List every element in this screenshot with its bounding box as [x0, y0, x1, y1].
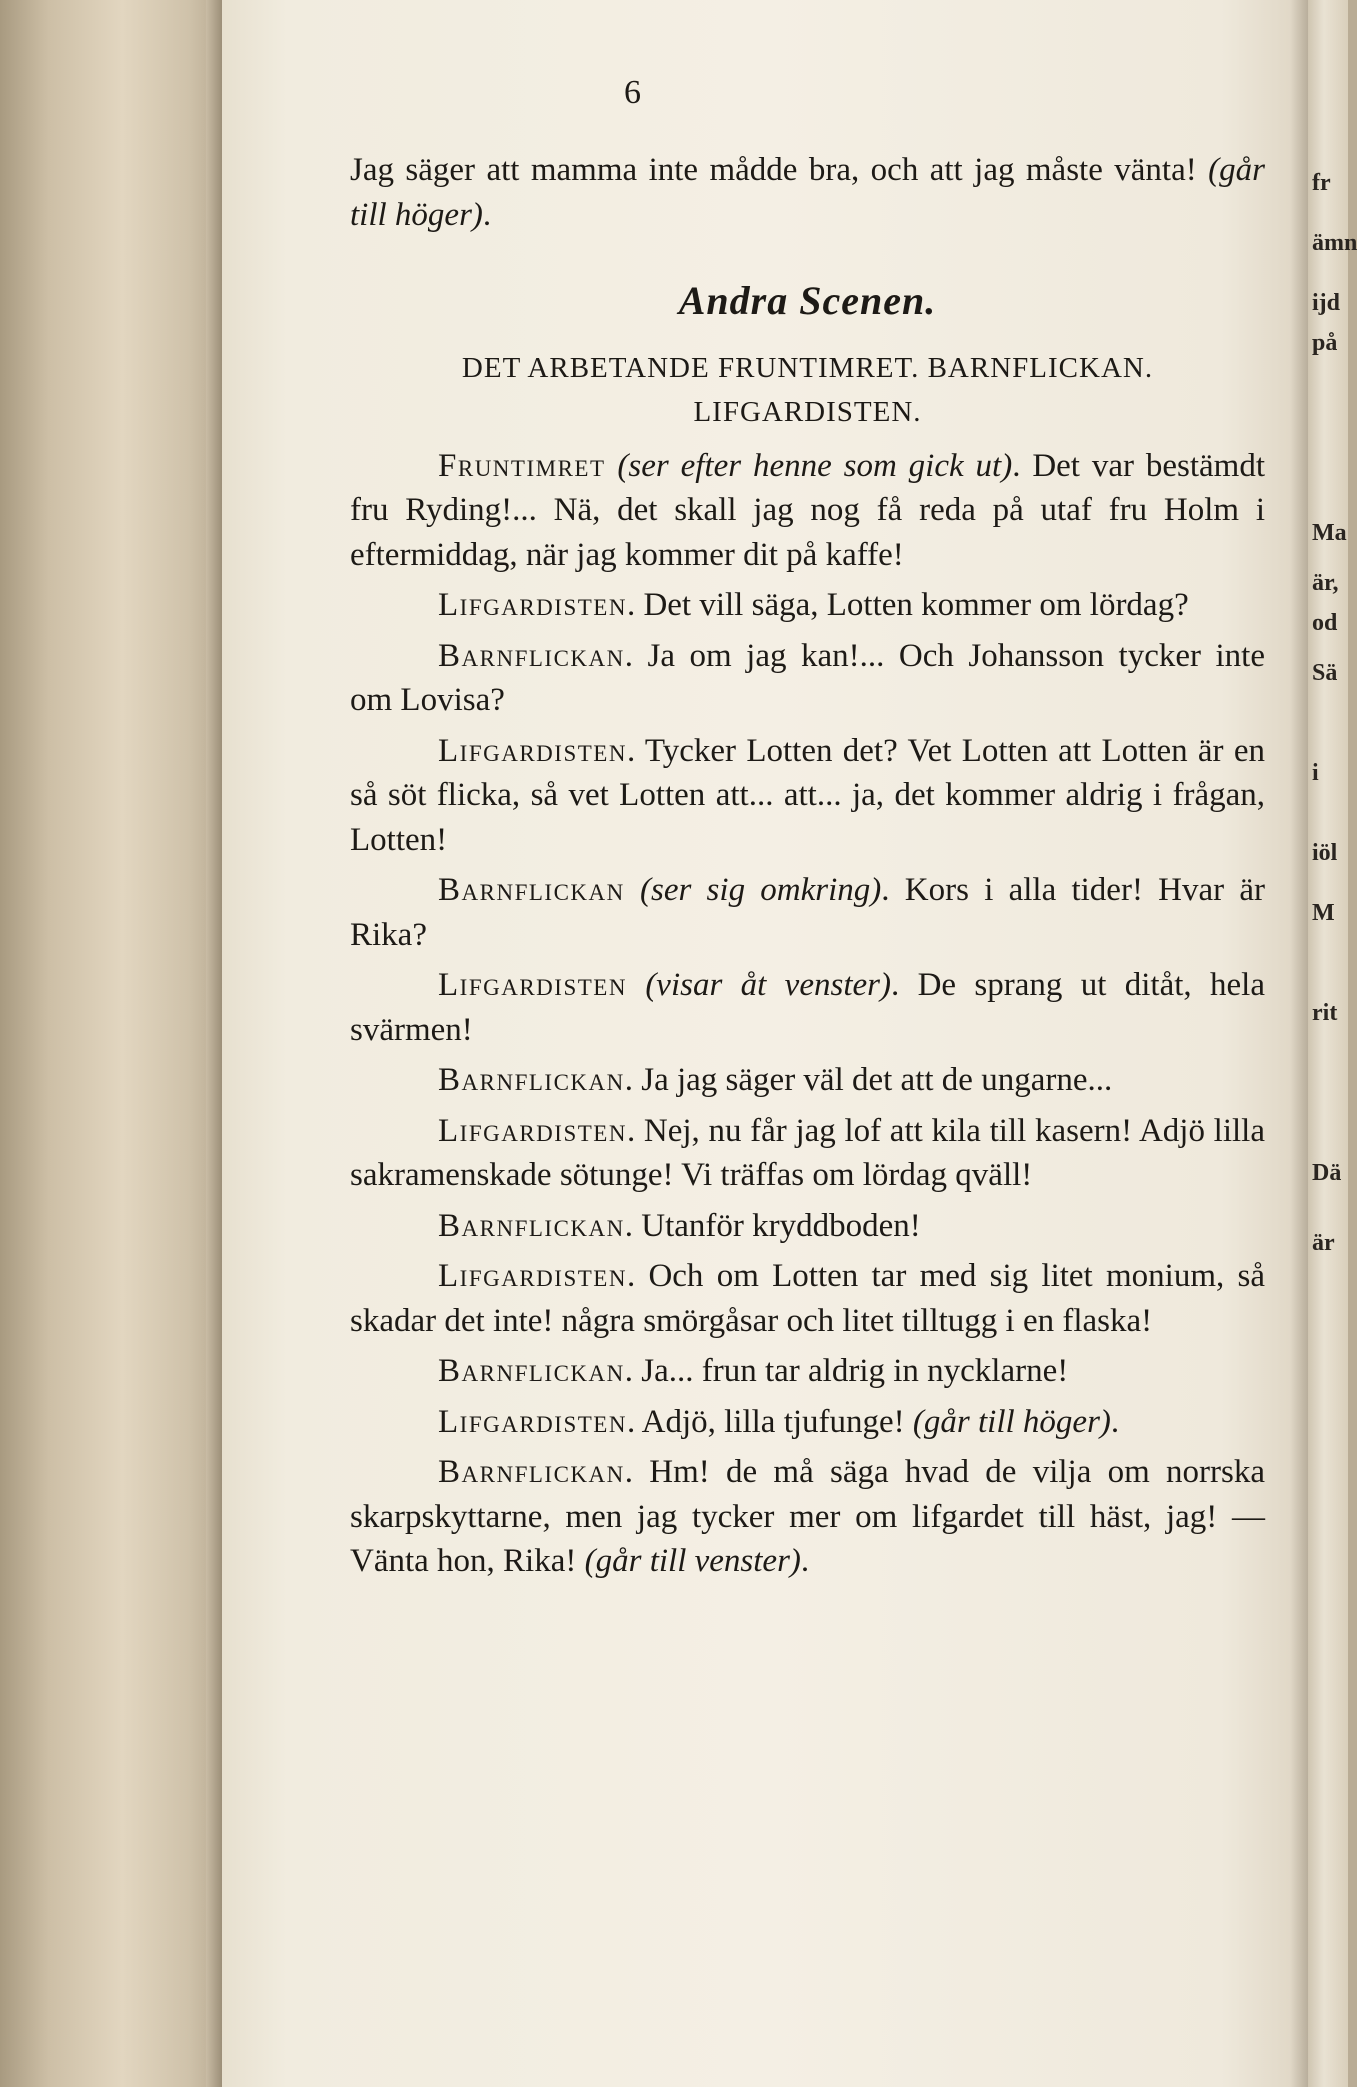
adjacent-page-fragment: i — [1312, 760, 1319, 786]
page-text — [350, 148, 1265, 1590]
speaker-name: Barnflickan — [438, 872, 625, 908]
dialogue-text: . Ja om jag kan!... Och Johansson tycker inte om Lovisa? — [350, 637, 1265, 718]
dialogue-text: . Det var bestämdt fru Ryding!... Nä, det skall jag nog få reda på utaf fru Holm i eftermiddag, när jag kommer dit på kaffe! — [350, 447, 1265, 573]
dialogue-text: . Utanför kryddboden! — [624, 1207, 921, 1244]
adjacent-page-fragment: ijd — [1312, 290, 1341, 316]
adjacent-page-fragment: fr — [1312, 170, 1331, 196]
speaker-name: Lifgardisten — [438, 1258, 627, 1294]
dialogue-paragraph — [350, 1349, 1265, 1394]
adjacent-page-fragment: är, — [1312, 570, 1339, 596]
speaker-name: Barnflickan — [438, 1454, 625, 1490]
dialogue-text — [625, 872, 640, 908]
dialogue-paragraph — [350, 583, 1265, 628]
adjacent-page-fragment: M — [1312, 900, 1335, 926]
adjacent-page-fragment: rit — [1312, 1000, 1338, 1026]
speaker-name: Lifgardisten — [438, 1403, 627, 1440]
adjacent-page-fragment: Ma — [1312, 520, 1347, 546]
speaker-name: Lifgardisten — [438, 1112, 627, 1149]
stage-direction: (visar åt venster) — [645, 967, 891, 1003]
dialogue-paragraph — [350, 634, 1265, 723]
adjacent-page-fragment: iöl — [1312, 840, 1338, 866]
adjacent-page-edge — [1308, 0, 1357, 2087]
dialogue-paragraph — [350, 1109, 1265, 1198]
scene-heading: Andra Scenen. — [678, 278, 937, 323]
dialogue-text: . De sprang ut ditåt, hela svärmen! — [350, 967, 1265, 1048]
speaker-name: Barnflickan — [438, 1207, 625, 1244]
dialogue-text: . — [482, 196, 492, 233]
dialogue-paragraph — [350, 444, 1265, 578]
dialogue-text: . Kors i alla tider! Hvar är Rika? — [350, 872, 1266, 953]
dialogue-paragraph — [350, 1058, 1265, 1103]
dialogue-text: . Ja... frun tar aldrig in nycklarne! — [624, 1353, 1069, 1389]
dialogue-paragraph — [350, 1204, 1265, 1249]
book-cover-edge — [0, 0, 222, 2087]
dialogue-text: . Hm! de må säga hvad de vilja om norrska skarpskyttarne, men jag tycker mer om lifgardet till häst, jag! — Vänta hon, Rika! — [350, 1454, 1265, 1579]
dialogue-text — [627, 967, 645, 1003]
adjacent-page-fragment: od — [1312, 610, 1338, 636]
cast-list — [350, 346, 1265, 434]
binding-spine-shadow — [206, 0, 222, 2087]
stage-direction: (går till höger) — [350, 152, 1265, 233]
speaker-name: Barnflickan — [438, 637, 625, 674]
dialogue-paragraph — [350, 1254, 1265, 1343]
dialogue-text: . Adjö, lilla tjufunge! — [626, 1403, 913, 1440]
dialogue-text: . Det vill säga, Lotten kommer om lördag? — [626, 587, 1189, 623]
dialogue-text: Jag säger att mamma inte mådde bra, och att jag måste vänta! — [350, 152, 1209, 188]
adjacent-page-fragment: Sä — [1312, 660, 1338, 686]
speaker-name: Barnflickan — [438, 1353, 625, 1389]
adjacent-page-fragment: ämn — [1312, 230, 1357, 256]
adjacent-page-fragment: Dä — [1312, 1160, 1342, 1186]
speaker-name: Fruntimret — [438, 447, 606, 484]
dialogue-text: . — [1110, 1403, 1120, 1440]
speaker-name: Lifgardisten — [438, 732, 627, 769]
stage-direction: (ser sig omkring) — [640, 872, 882, 908]
page-number: 6 — [624, 74, 641, 111]
adjacent-page-fragment: på — [1312, 330, 1338, 356]
speaker-name: Lifgardisten — [438, 967, 627, 1003]
text-paragraph — [350, 148, 1265, 237]
stage-direction: (ser efter henne som gick ut) — [617, 447, 1013, 484]
stage-direction: (går till venster) — [584, 1543, 801, 1579]
dialogue-text: . — [800, 1543, 810, 1579]
speaker-name: Barnflickan — [438, 1062, 625, 1098]
dialogue-text: . Och om Lotten tar med sig litet monium, så skadar det inte! några smörgåsar och litet tilltugg i en flaska! — [350, 1258, 1265, 1339]
cast-line: LIFGARDISTEN. — [693, 395, 922, 428]
adjacent-page-fragment: är — [1312, 1230, 1335, 1256]
dialogue-text — [606, 448, 618, 484]
dialogue-paragraph — [350, 868, 1265, 957]
dialogue-text: . Tycker Lotten det? Vet Lotten att Lotten är en så söt flicka, så vet Lotten att... att... ja, det kommer aldrig i frågan, Lotten! — [350, 732, 1265, 858]
speaker-name: Lifgardisten — [438, 587, 627, 623]
dialogue-paragraph — [350, 729, 1265, 863]
dialogue-text: . Nej, nu får jag lof att kila till kasern! Adjö lilla sakramenskade sötunge! Vi träffas om lördag qväll! — [350, 1112, 1265, 1193]
stage-direction: (går till höger) — [912, 1403, 1111, 1440]
dialogue-paragraph — [350, 1400, 1265, 1445]
dialogue-paragraph — [350, 963, 1265, 1052]
dialogue-paragraph — [350, 1450, 1265, 1584]
cast-line: DET ARBETANDE FRUNTIMRET. BARNFLICKAN. — [461, 351, 1154, 384]
dialogue-text: . Ja jag säger väl det att de ungarne... — [624, 1062, 1113, 1098]
